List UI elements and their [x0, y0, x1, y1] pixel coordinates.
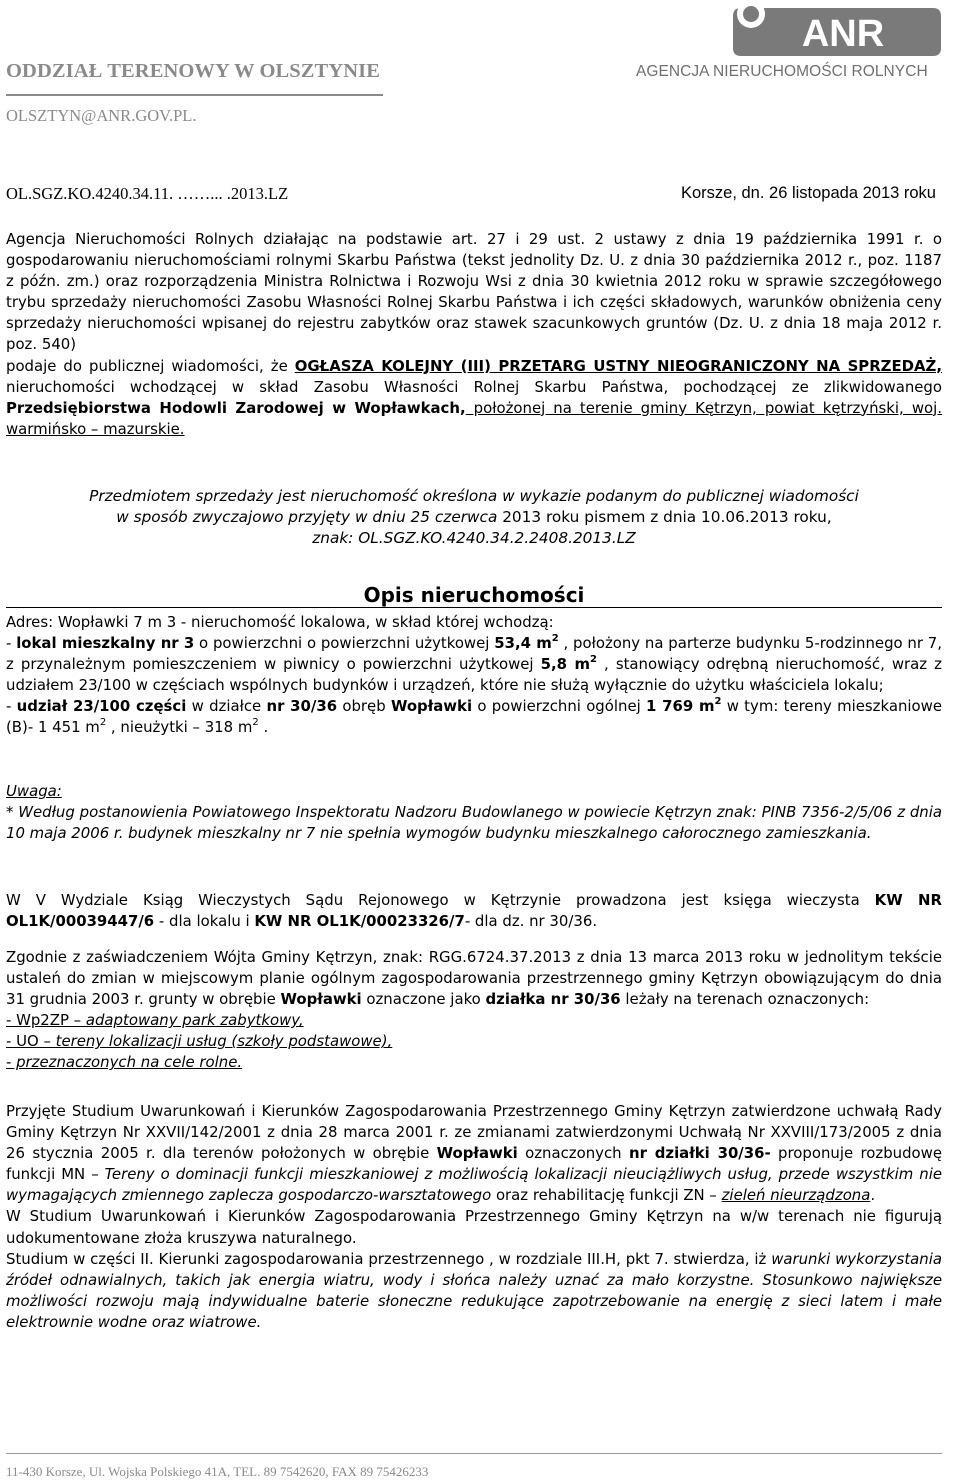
address-line: Adres: Wopławki 7 m 3 - nieruchomość lokalowa, w skład której wchodzą:: [6, 613, 554, 631]
intro-section: [6, 229, 942, 440]
footer-contact: 11-430 Korsze, Ul. Wojska Polskiego 41A, TEL. 89 7542620, FAX 89 75426233: [6, 1464, 429, 1479]
study-section: [6, 1101, 942, 1333]
section-heading: [6, 577, 942, 608]
announcement-paragraph: podaje do publicznej wiadomości, że OGŁASZA KOLEJNY (III) PRZETARG USTNY NIEOGRANICZONY NA SPRZEDAŻ, nieruchomości wchodzącej w skład Zasobu Własności Rolnej Skarbu Państwa, pochodzącej ze zlikwidowanego Przedsiębiorstwa Hodowli Zarodowej w Wopławkach, położonej na terenie gminy Kętrzyn, powiat kętrzyński, woj. warmińsko – mazurskie.: [6, 356, 942, 438]
anr-logo-icon: [731, 2, 943, 58]
study-paragraph-2: W Studium Uwarunkowań i Kierunków Zagospodarowania Przestrzennego Gminy Kętrzyn na w/w terenach nie figurują udokumentowane złoża kruszywa naturalnego.: [6, 1207, 942, 1247]
note-text: * Według postanowienia Powiatowego Inspektoratu Nadzoru Budowlanego w powiecie Kętrzyn znak: PINB 7356-2/5/06 z dnia 10 maja 2006 r. budynek mieszkalny nr 7 nie spełnia wymogów budynku mieszkalnego całorocznego zamieszkania.: [6, 803, 942, 843]
date-line: Korsze, dn. 26 listopada 2013 roku: [680, 184, 936, 202]
subject-section: [6, 486, 942, 549]
note-section: [6, 781, 942, 844]
property-location: położonej na terenie gminy Kętrzyn, powiat kętrzyński, woj. warmińsko – mazurskie.: [6, 398, 942, 438]
property-description: [6, 612, 942, 739]
agency-name: AGENCJA NIERUCHOMOŚCI ROLNYCH: [636, 63, 928, 80]
subject-line-1: Przedmiotem sprzedaży jest nieruchomość określona w wykazie podanym do publicznej wiadomości: [89, 487, 859, 505]
parcel-share-item: - udział 23/100 części w działce nr 30/36 obręb Wopławki o powierzchni ogólnej 1 769 $m^2$ w tym: tereny mieszkaniowe (B)- 1 451 $m^2$ , nieużytki – 318 $m^2$ .: [6, 696, 943, 737]
logo-text: ANR: [801, 13, 885, 55]
legal-basis-paragraph: Agencja Nieruchomości Rolnych działając na podstawie art. 27 i 29 ust. 2 ustawy z dnia 19 października 1991 r. o gospodarowaniu nieruchomościami rolnymi Skarbu Państwa (tekst jednolity Dz. U. z dnia 30 października 2012 r., poz. 1187 z późn. zm.) oraz rozporządzenia Ministra Rolnictwa i Rozwoju Wsi z dnia 30 kwietnia 2012 roku w sprawie szczegółowego trybu sprzedaży nieruchomości Zasobu Własności Rolnej Skarbu Państwa i ich części składowych, warunków obniżenia ceny sprzedaży nieruchomości wpisanej do rejestru zabytków oraz stawek szacunkowych gruntów (Dz. U. z dnia 18 maja 2012 r. poz. 540): [6, 230, 942, 354]
zoning-item-agricultural: - przeznaczonych na cele rolne.: [6, 1053, 243, 1072]
note-label: Uwaga:: [6, 782, 62, 800]
office-email[interactable]: [6, 106, 196, 126]
land-register-paragraph: W V Wydziale Ksiąg Wieczystych Sądu Rejonowego w Kętrzynie prowadzona jest księga wieczysta KW NR OL1K/00039447/6 - dla lokalu i KW NR OL1K/00023326/7- dla dz. nr 30/36.: [6, 891, 942, 931]
office-email-text: OLSZTYN@ANR.GOV.PL.: [6, 106, 197, 125]
kw-number-apartment: KW NR OL1K/00039447/6: [6, 891, 942, 931]
section-title: Opis nieruchomości: [363, 583, 585, 607]
auction-announcement: OGŁASZA KOLEJNY (III) PRZETARG USTNY NIEOGRANICZONY NA SPRZEDAŻ,: [294, 356, 942, 375]
study-paragraph-3: Studium w części II. Kierunki zagospodarowania przestrzennego , w rozdziale III.H, pkt 7. stwierdza, iż warunki wykorzystania źródeł odnawialnych, takich jak energia wiatru, wody i słońca należy uznać za mało korzystne. Stosunkowo największe możliwości rozwoju mają indywidualne baterie słoneczne redukujące zapotrzebowanie na energię z sieci latem i małe elektrownie wodne oraz wiatrowe.: [6, 1249, 942, 1331]
subject-reference: znak: OL.SGZ.KO.4240.34.2.2408.2013.LZ: [312, 529, 636, 548]
zoning-paragraph: Zgodnie z zaświadczeniem Wójta Gminy Kętrzyn, znak: RGG.6724.37.2013 z dnia 13 marca 2013 roku w jednolitym tekście ustaleń do zmian w miejscowym planie ogólnym zagospodarowania przestrzennego gminy Kętrzyn obowiązującym do dnia 31 grudnia 2003 r. grunty w obrębie Wopławki oznaczone jako działka nr 30/36 leżały na terenach oznaczonych:: [6, 948, 942, 1009]
zoning-item-uo: - UO – tereny lokalizacji usług (szkoły podstawowe),: [6, 1032, 393, 1051]
header-divider: [6, 94, 383, 96]
zoning-section: [6, 947, 942, 1074]
apartment-item: - lokal mieszkalny nr 3 o powierzchni o powierzchni użytkowej 53,4 $m^2$ , położony na parterze budynku 5-rodzinnego nr 7, z przynależnym pomieszczeniem w piwnicy o powierzchni użytkowej 5,8 $m^2$ , stanowiący odrębną nieruchomość, wraz z udziałem 23/100 w częściach wspólnych budynków i urządzeń, które nie służą wyłącznie do użytku właściciela lokalu;: [6, 633, 942, 695]
zoning-item-wp2zp: - Wp2ZP – adaptowany park zabytkowy,: [6, 1011, 304, 1030]
subject-line-2: w sposób zwyczajowo przyjęty w dniu 25 czerwca 2013 roku pismem z dnia 10.06.2013 roku,: [116, 508, 832, 527]
study-paragraph-1: Przyjęte Studium Uwarunkowań i Kierunków Zagospodarowania Przestrzennego Gminy Kętrzyn zatwierdzone uchwałą Rady Gminy Kętrzyn Nr XXVII/142/2001 z dnia 28 marca 2001 r. ze zmianami zatwierdzonymi Uchwałą Nr XXVIII/173/2005 z dnia 26 stycznia 2005 r. dla terenów położonych w obrębie Wopławki oznaczonych nr działki 30/36- proponuje rozbudowę funkcji MN – Tereny o dominacji funkcji mieszkaniowej z możliwością lokalizacji nieuciążliwych usług, przede wszystkim nie wymagających zmiennego zaplecza gospodarczo-warsztatowego oraz rehabilitację funkcji ZN – zieleń nieurządzona.: [6, 1102, 942, 1205]
reference-number: OL.SGZ.KO.4240.34.11. ……... .2013.LZ: [6, 184, 289, 203]
kw-number-parcel: KW NR OL1K/00023326/7: [254, 912, 465, 931]
office-name: ODDZIAŁ TERENOWY W OLSZTYNIE: [6, 60, 380, 82]
company-name: Przedsiębiorstwa Hodowli Zarodowej w Wopławkach,: [6, 398, 466, 417]
footer-divider: [6, 1453, 942, 1454]
